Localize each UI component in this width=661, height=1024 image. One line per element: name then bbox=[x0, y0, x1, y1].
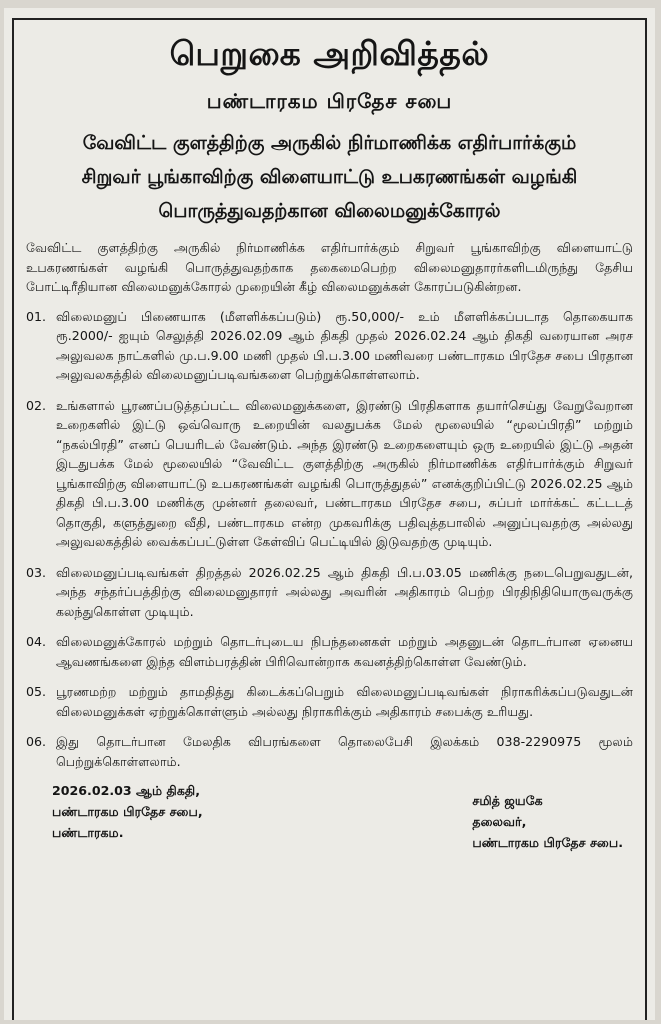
signatory-office: பண்டாரகம பிரதேச சபை. bbox=[472, 835, 623, 850]
clause-number: 05. bbox=[26, 684, 47, 699]
clause-05 bbox=[26, 682, 633, 721]
clause-text: விலைமனுப் பிணையாக (மீளளிக்கப்படும்) ரூ.50,000/- உம் மீளளிக்கப்படாத தொகையாக ரூ.2000/- ஐயும் செலுத்தி 2026.02.09 ஆம் திகதி முதல் 2026.02.24 ஆம் திகதி வரையான அரச அலுவலக நாட்களில் மு.ப.9.00 மணி முதல் பி.ப.3.00 மணிவரை பண்டாரகம பிரதேச சபை பிரதான அலுவலகத்தில் விலைமனுப்படிவங்களை பெற்றுக்கொள்ளலாம். bbox=[56, 308, 633, 382]
signatory-title: தலைவர், bbox=[472, 814, 527, 829]
issuing-authority: பண்டாரகம பிரதேச சபை bbox=[206, 89, 453, 113]
newspaper-clipping bbox=[4, 8, 655, 1020]
clause-text: விலைமனுப்படிவங்கள் திறத்தல் 2026.02.25 ஆம் திகதி பி.ப.03.05 மணிக்கு நடைபெறுவதுடன், அந்த சந்தர்ப்பத்திற்கு விலைமனுதாரர் அல்லது அவரின் அதிகாரம் பெற்ற பிரதிநிதியொருவருக்கு கலந்துகொள்ள முடியும். bbox=[56, 564, 633, 619]
signoff-date: 2026.02.03 ஆம் திகதி, bbox=[52, 783, 200, 798]
clause-list bbox=[26, 307, 633, 772]
clause-number: 03. bbox=[26, 564, 47, 580]
clause-04 bbox=[26, 632, 633, 671]
clause-number: 01. bbox=[26, 308, 47, 324]
clause-number: 04. bbox=[26, 634, 47, 649]
intro-paragraph: வேவிட்ட குளத்திற்கு அருகில் நிர்மாணிக்க எதிர்பார்க்கும் சிறுவர் பூங்காவிற்கு விளையாட்டு உபகரணங்கள் வழங்கி பொருத்துவதற்காக தகைமைபெற்ற விலைமனுதாரர்களிடமிருந்து தேசிய போட்டிரீதியான விலைமனுக்கோரல் முறையின் கீழ் விலைமனுக்கள் கோரப்படுகின்றன. bbox=[26, 240, 633, 294]
clause-01 bbox=[26, 307, 633, 385]
signatory bbox=[472, 790, 633, 853]
clause-text: விலைமனுக்கோரல் மற்றும் தொடர்புடைய நிபந்தனைகள் மற்றும் அதனுடன் தொடர்பான ஏனைய ஆவணங்களை இந்த விளம்பரத்தின் பிரிவொன்றாக கவனத்திற்கொள்ள வேண்டும். bbox=[56, 634, 633, 669]
heading-line: பொருத்துவதற்கான விலைமனுக்கோரல் bbox=[158, 200, 501, 222]
clause-text: பூரணமற்ற மற்றும் தாமதித்து கிடைக்கப்பெறும் விலைமனுப்படிவங்கள் நிராகரிக்கப்படுவதுடன் விலைமனுக்கள் ஏற்றுக்கொள்ளும் அல்லது நிராகரிக்கும் அதிகாரம் சபைக்கு உரியது. bbox=[56, 684, 633, 719]
signoff-place: பண்டாரகம. bbox=[52, 825, 124, 840]
clause-text: இது தொடர்பான மேலதிக விபரங்களை தொலைபேசி இலக்கம் 038-2290975 மூலம் பெற்றுக்கொள்ளலாம். bbox=[56, 734, 633, 769]
clause-number: 02. bbox=[26, 397, 47, 413]
heading-line: சிறுவர் பூங்காவிற்கு விளையாட்டு உபகரணங்கள் வழங்கி bbox=[81, 166, 578, 188]
signoff-date-place bbox=[26, 780, 203, 853]
notice-heading bbox=[26, 126, 633, 228]
clause-06 bbox=[26, 732, 633, 771]
clause-text: உங்களால் பூரணப்படுத்தப்பட்ட விலைமனுக்களை, இரண்டு பிரதிகளாக தயார்செய்து வேறுவேறான உறைகளில் இட்டு ஒவ்வொரு உறையின் வலதுபக்க மேல் மூலையில் “மூலப்பிரதி” மற்றும் “நகல்பிரதி” எனப் பெயரிடல் வேண்டும். அந்த இரண்டு உறைகளையும் ஒரு உறையில் இட்டு அதன் இடதுபக்க மேல் மூலையில் “வேவிட்ட குளத்திற்கு அருகில் நிர்மாணிக்க எதிர்பார்க்கும் சிறுவர் பூங்காவிற்கு விளையாட்டு உபகரணங்கள் வழங்கி பொருத்துதல்” எனக்குறிப்பிட்டு 2026.02.25 ஆம் திகதி பி.ப.3.00 மணிக்கு முன்னர் தலைவர், பண்டாரகம பிரதேச சபை, சுப்பர் மார்க்கட் கட்டடத் தொகுதி, களுத்துறை வீதி, பண்டாரகம என்ற முகவரிக்கு பதிவுத்தபாலில் அனுப்புவதற்கு அல்லது அலுவலகத்தில் வைக்கப்பட்டுள்ள கேள்விப் பெட்டியில் இடுவதற்கு முடியும். bbox=[56, 397, 633, 549]
clause-03 bbox=[26, 563, 633, 622]
notice-title: பெறுகை அறிவித்தல் bbox=[169, 34, 490, 73]
notice-border bbox=[12, 18, 647, 1020]
signatory-name: சமித் ஜயகே bbox=[472, 793, 543, 808]
heading-line: வேவிட்ட குளத்திற்கு அருகில் நிர்மாணிக்க எதிர்பார்க்கும் bbox=[82, 132, 577, 154]
signoff bbox=[26, 780, 633, 853]
signoff-office: பண்டாரகம பிரதேச சபை, bbox=[52, 804, 203, 819]
clause-number: 06. bbox=[26, 734, 47, 749]
clause-02 bbox=[26, 396, 633, 552]
